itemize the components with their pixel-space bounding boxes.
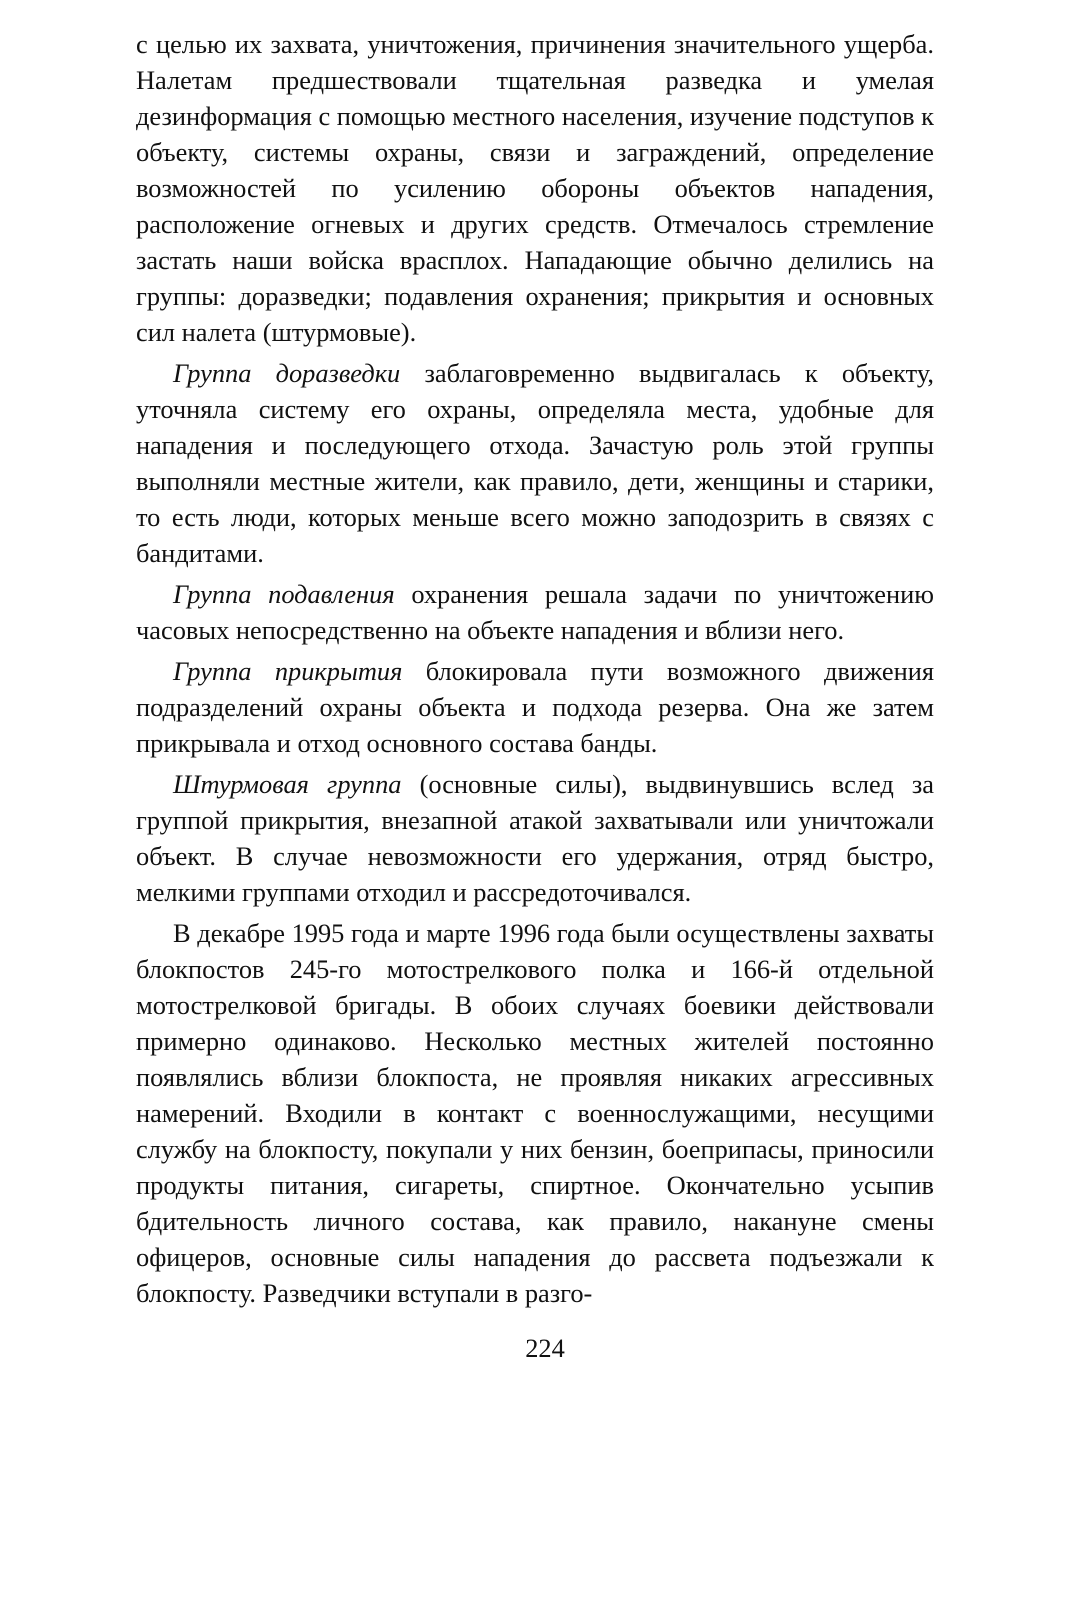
page-number: 224 xyxy=(525,1333,565,1363)
paragraph-6-text: В декабре 1995 года и марте 1996 года были осуществлены захваты блокпостов 245-го мотострелкового полка и 166-й отдельной мотострелковой бригады. В обоих случаях боевики действовали примерно одинаково. Несколько местных жителей постоянно появлялись вблизи блокпоста, не проявляя никаких агрессивных намерений. Входили в контакт с военнослужащими, несущими службу на блокпосту, покупали у них бензин, боеприпасы, приносили продукты питания, сигареты, спиртное. Окончательно усыпив бдительность личного состава, как правило, накануне смены офицеров, основные силы нападения до рассвета подъезжали к блокпосту. Разведчики вступали в разго- xyxy=(136,918,934,1308)
paragraph-4-italic-lead: Группа прикрытия xyxy=(173,656,403,686)
paragraph-3-text: охранения решала задачи по уничтожению часовых непосредственно на объекте нападения и вблизи него. xyxy=(136,579,934,645)
paragraph-5-text: (основные силы), выдвинувшись вслед за группой прикрытия, внезапной атакой захватывали или уничтожали объект. В случае невозможности его удержания, отряд быстро, мелкими группами отходил и рассредоточивался. xyxy=(136,769,935,907)
paragraph-3 xyxy=(136,576,934,648)
paragraph-5-italic-lead: Штурмовая группа xyxy=(173,769,402,799)
paragraph-6 xyxy=(136,915,934,1311)
paragraph-3-italic-lead: Группа подавления xyxy=(173,579,395,609)
paragraph-1 xyxy=(136,26,934,350)
paragraph-1-text: с целью их захвата, уничтожения, причинения значительного ущерба. Налетам предшествовали тщательная разведка и умелая дезинформация с помощью местного населения, изучение подступов к объекту, системы охраны, связи и заграждений, определение возможностей по усилению обороны объектов нападения, расположение огневых и других средств. Отмечалось стремление застать наши войска врасплох. Нападающие обычно делились на группы: доразведки; подавления охранения; прикрытия и основных сил налета (штурмовые). xyxy=(136,29,934,347)
body-text xyxy=(136,26,934,1316)
paragraph-2-italic-lead: Группа доразведки xyxy=(173,358,401,388)
paragraph-5 xyxy=(136,766,934,910)
paragraph-4-text: блокировала пути возможного движения подразделений охраны объекта и подхода резерва. Она же затем прикрывала и отход основного состава банды. xyxy=(136,656,934,758)
paragraph-2-text: заблаговременно выдвигалась к объекту, уточняла систему его охраны, определяла места, удобные для нападения и последующего отхода. Зачастую роль этой группы выполняли местные жители, как правило, дети, женщины и старики, то есть люди, которых меньше всего можно заподозрить в связях с бандитами. xyxy=(136,358,934,568)
paragraph-4 xyxy=(136,653,934,761)
paragraph-2 xyxy=(136,355,934,571)
